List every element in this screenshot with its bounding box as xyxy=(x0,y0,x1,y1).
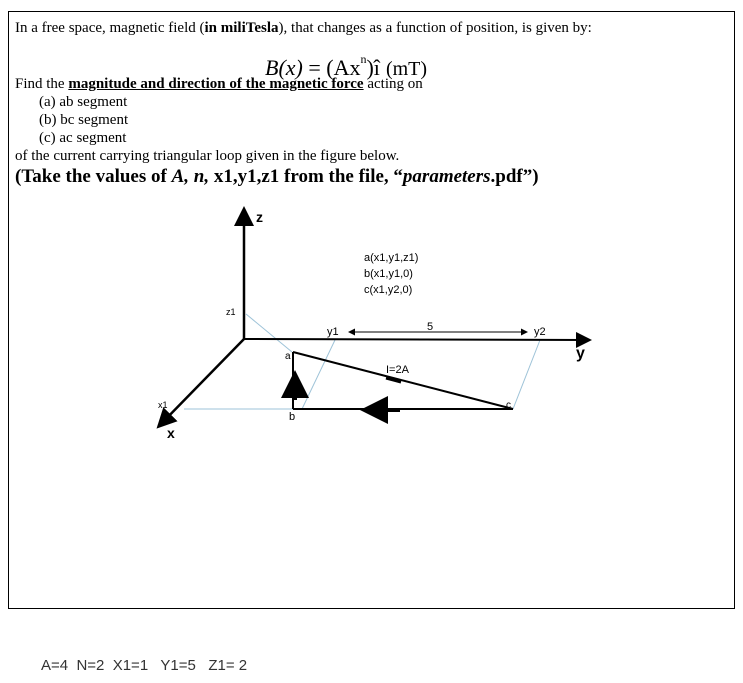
field-formula: $B(x) = (Ax^n)î$ (mT) xyxy=(265,52,428,80)
y2-tick-label: y2 xyxy=(534,326,546,338)
guide-lines xyxy=(184,314,540,409)
x1-tick-label: x1 xyxy=(158,400,168,410)
coord-a: a(x1,y1,z1) xyxy=(364,252,419,264)
item-ac: (c) ac segment xyxy=(39,130,127,146)
z-axis-label: z xyxy=(256,209,263,225)
loop-line: of the current carrying triangular loop given in the figure below. xyxy=(15,148,400,164)
z1-tick-label: z1 xyxy=(226,307,236,317)
x-axis-label: x xyxy=(167,425,175,441)
guide-z1-a xyxy=(246,314,292,352)
y-axis xyxy=(244,339,588,340)
intro-line: In a free space, magnetic field (in miliTesla), that changes as a function of position, is given by: xyxy=(15,20,592,36)
parameters-line: A=4 N=2 X1=1 Y1=5 Z1= 2 xyxy=(41,657,248,674)
distance-label: 5 xyxy=(427,321,434,333)
coord-c: c(x1,y2,0) xyxy=(364,284,413,296)
y1-tick-label: y1 xyxy=(327,326,339,338)
segment-ac xyxy=(293,352,513,409)
take-values-line: (Take the values of A, n, x1,y1,z1 from the file, “parameters.pdf”) xyxy=(15,166,539,187)
item-ab: (a) ab segment xyxy=(39,94,128,110)
x-axis xyxy=(160,339,244,425)
guide-y1-b xyxy=(302,340,335,409)
point-a-label: a xyxy=(285,351,291,362)
item-bc: (b) bc segment xyxy=(39,112,129,128)
find-line: Find the magnitude and direction of the magnetic force acting on xyxy=(15,76,423,92)
current-label: I=2A xyxy=(386,364,409,376)
guide-y2-c xyxy=(513,340,540,409)
coord-b: b(x1,y1,0) xyxy=(364,268,413,280)
point-c-label: c xyxy=(506,400,511,411)
point-b-label: b xyxy=(289,411,296,423)
y-axis-label: y xyxy=(576,345,585,362)
